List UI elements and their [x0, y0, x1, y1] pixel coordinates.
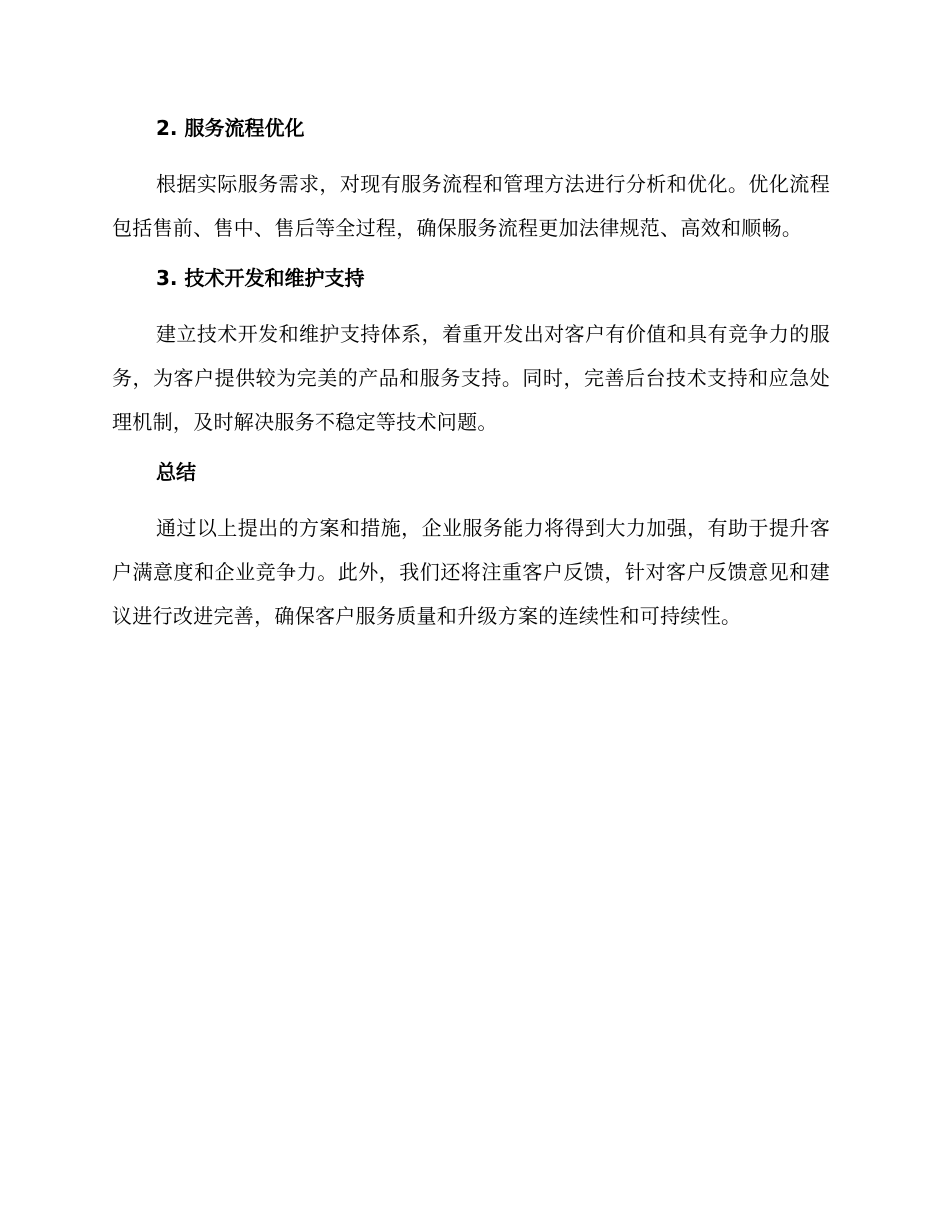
section-body-summary: 通过以上提出的方案和措施，企业服务能力将得到大力加强，有助于提升客户满意度和企业竞争力。此外，我们还将注重客户反馈，针对客户反馈意见和建议进行改进完善，确保客户服务质量和升级方案的连续性和可持续性。: [112, 516, 830, 628]
section-heading-tech-support: 3. 技术开发和维护支持: [156, 266, 365, 290]
section-heading-summary: 总结: [156, 460, 196, 484]
document-content: [112, 111, 830, 644]
section-heading-service-process: 2. 服务流程优化: [156, 116, 305, 140]
section-body-service-process: 根据实际服务需求，对现有服务流程和管理方法进行分析和优化。优化流程包括售前、售中、售后等全过程，确保服务流程更加法律规范、高效和顺畅。: [112, 172, 830, 240]
section-body-tech-support: 建立技术开发和维护支持体系，着重开发出对客户有价值和具有竞争力的服务，为客户提供较为完美的产品和服务支持。同时，完善后台技术支持和应急处理机制，及时解决服务不稳定等技术问题。: [112, 322, 830, 434]
